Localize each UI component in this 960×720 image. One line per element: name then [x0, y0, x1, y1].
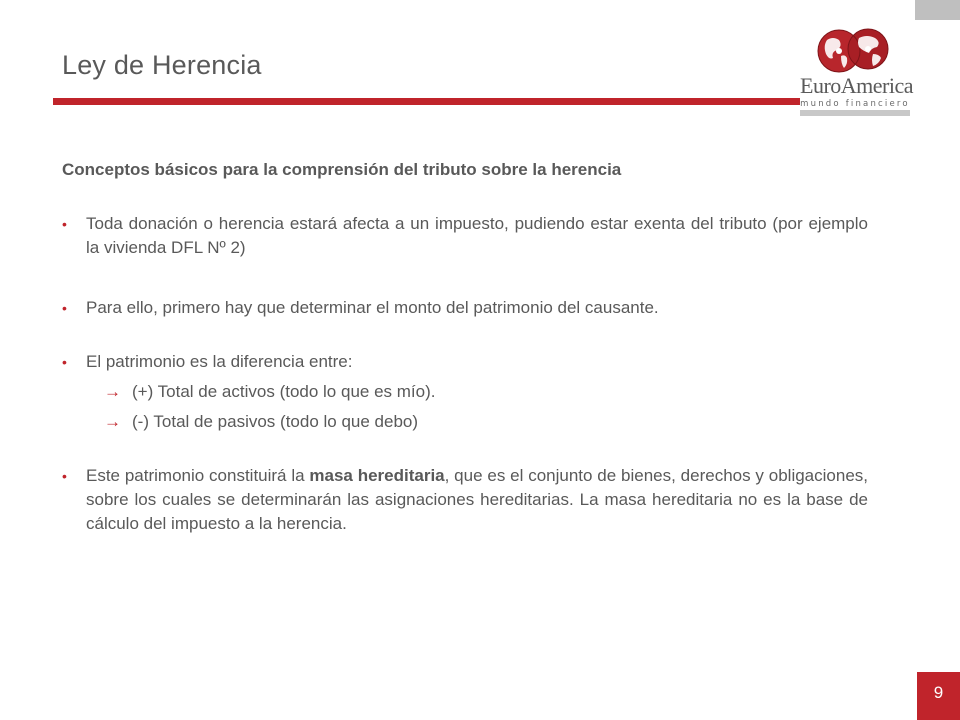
arrow-right-icon: → — [104, 412, 121, 431]
bullet-item — [62, 350, 868, 374]
bullet-icon: • — [62, 300, 67, 316]
arrow-right-icon: → — [104, 382, 121, 401]
logo-tagline: mundo financiero — [800, 99, 910, 109]
slide-title: Ley de Herencia — [62, 50, 262, 80]
bullet-text — [86, 466, 868, 533]
section-subtitle: Conceptos básicos para la comprensión del tributo sobre la herencia — [62, 160, 622, 179]
bullet-item — [62, 212, 868, 260]
euroamerica-logo — [800, 24, 913, 116]
bullet-icon: • — [62, 216, 67, 232]
bullet-item — [62, 296, 868, 320]
slide-content — [62, 158, 868, 536]
sub-item-text: (-) Total de pasivos (todo lo que debo) — [132, 412, 419, 431]
bullet-text: Para ello, primero hay que determinar el monto del patrimonio del causante. — [86, 298, 659, 317]
corner-tab — [915, 0, 960, 20]
bullet-text: Toda donación o herencia estará afecta a un impuesto, pudiendo estar exenta del tributo (por ejemplo la vivienda DFL Nº 2) — [86, 214, 868, 257]
logo-name: EuroAmerica — [800, 73, 913, 98]
bullet-icon: • — [62, 354, 67, 370]
sub-item — [62, 410, 868, 434]
bullet-text: El patrimonio es la diferencia entre: — [86, 352, 353, 371]
bullet-icon: • — [62, 468, 67, 484]
bullet-text-tail: , que es el conjunto de bienes, derechos y obligaciones, sobre los cuales se determinarán las asignaciones hereditarias. La masa hereditaria no es la base de cálculo del impuesto a la herencia. — [86, 466, 868, 533]
masa-hereditaria-term: masa hereditaria — [309, 466, 445, 485]
bullet-text-lead: Este patrimonio constituirá la — [86, 466, 310, 485]
title-divider — [53, 98, 903, 105]
globe-icon — [815, 28, 895, 74]
page-number: 9 — [917, 672, 960, 720]
sub-item — [62, 380, 868, 404]
bullet-item — [62, 464, 868, 536]
logo-underbar — [800, 110, 910, 116]
sub-item-text: (+) Total de activos (todo lo que es mío). — [132, 382, 436, 401]
